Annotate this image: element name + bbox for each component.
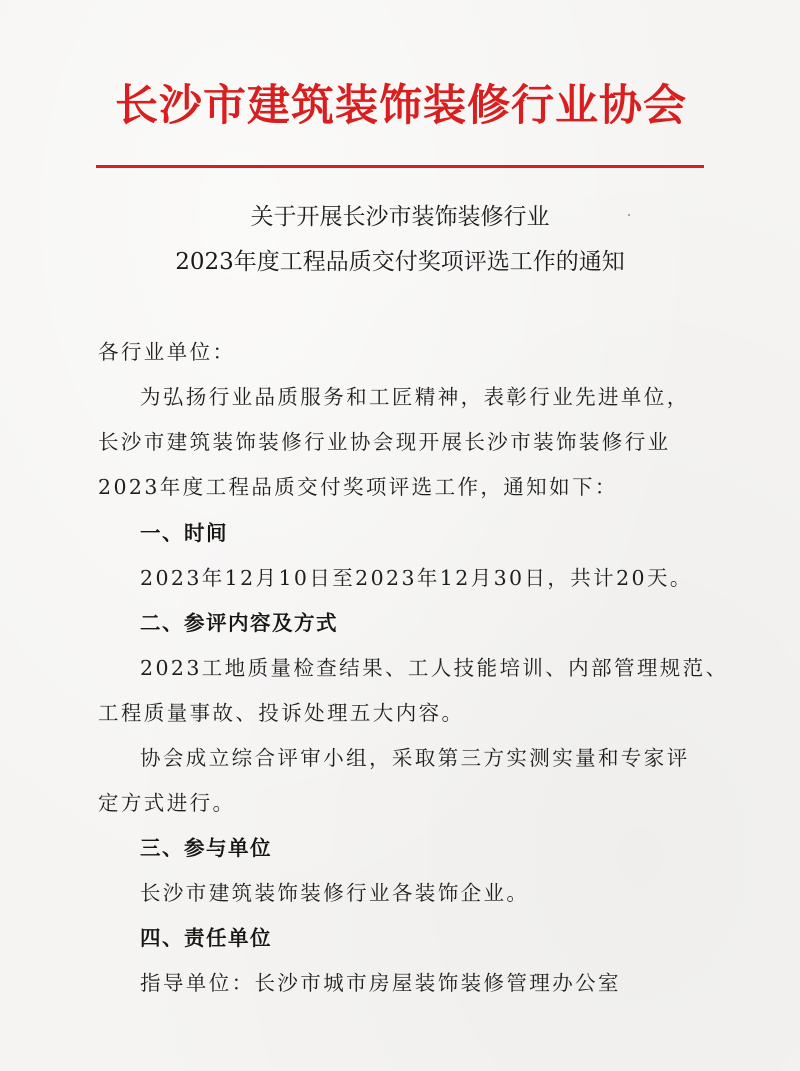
paper-speck bbox=[628, 214, 630, 216]
salutation: 各行业单位： bbox=[98, 340, 236, 364]
intro-line-2: 长沙市建筑装饰装修行业协会现开展长沙市装饰装修行业 bbox=[98, 430, 671, 454]
notice-title-line-1: 关于开展长沙市装饰装修行业 bbox=[250, 204, 550, 230]
section-responsible-line-1: 指导单位：长沙市城市房屋装饰装修管理办公室 bbox=[140, 971, 621, 995]
letterhead-divider bbox=[96, 165, 704, 168]
section-content-line-2: 工程质量事故、投诉处理五大内容。 bbox=[98, 701, 465, 725]
letterhead-title: 长沙市建筑装饰装修行业协会 bbox=[115, 81, 687, 131]
section-heading-content: 二、参评内容及方式 bbox=[140, 611, 338, 635]
section-time-line-1: 2023年12月10日至2023年12月30日，共计20天。 bbox=[140, 566, 693, 590]
section-heading-participants: 三、参与单位 bbox=[140, 836, 272, 860]
section-content-line-3: 协会成立综合评审小组，采取第三方实测实量和专家评 bbox=[140, 746, 690, 770]
notice-title-line-2: 2023年度工程品质交付奖项评选工作的通知 bbox=[175, 249, 625, 275]
section-heading-time: 一、时间 bbox=[140, 521, 228, 545]
section-content-line-1: 2023工地质量检查结果、工人技能培训、内部管理规范、 bbox=[140, 656, 729, 680]
intro-line-1: 为弘扬行业品质服务和工匠精神，表彰行业先进单位， bbox=[140, 385, 690, 409]
intro-line-3: 2023年度工程品质交付奖项评选工作，通知如下： bbox=[98, 475, 618, 499]
section-content-line-4: 定方式进行。 bbox=[98, 791, 236, 815]
section-participants-line-1: 长沙市建筑装饰装修行业各装饰企业。 bbox=[140, 881, 530, 905]
section-heading-responsible: 四、责任单位 bbox=[140, 926, 272, 950]
